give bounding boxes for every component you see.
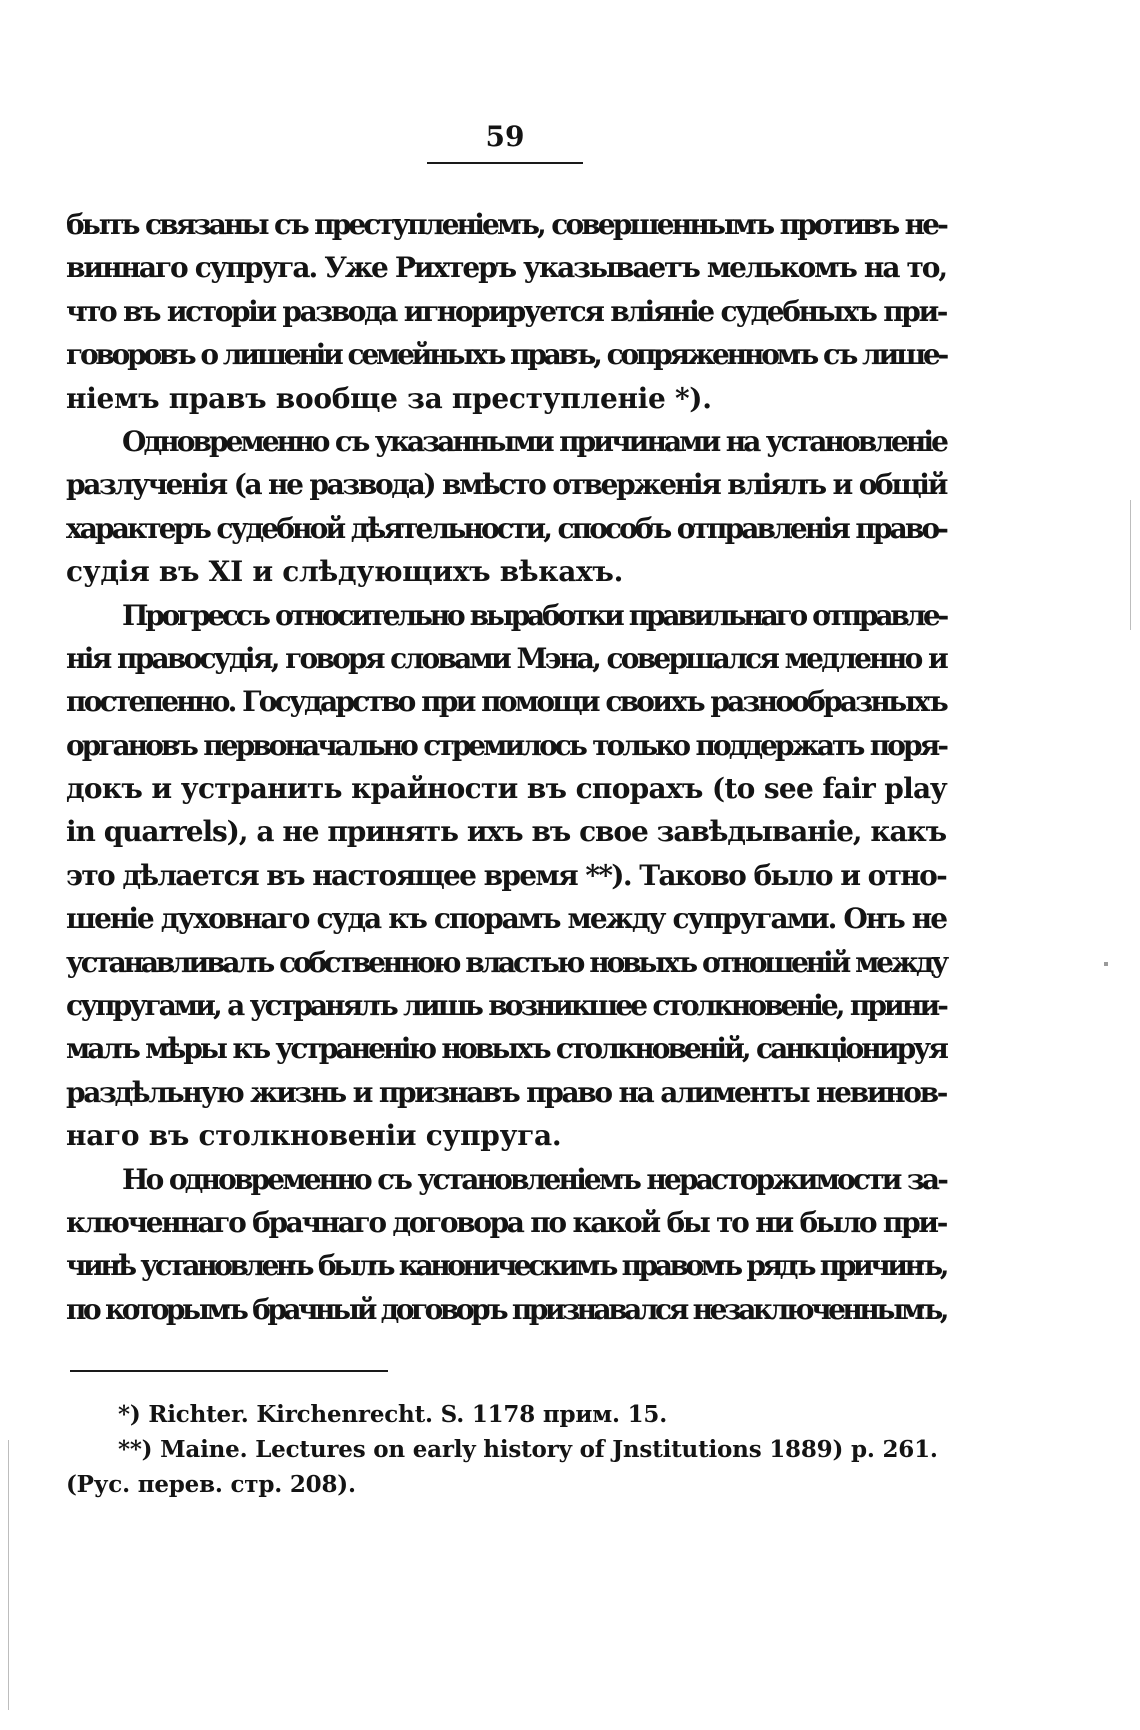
scan-margin-mark xyxy=(1130,500,1131,630)
paragraph-1 xyxy=(66,203,946,420)
scan-margin-mark xyxy=(1104,962,1108,966)
body-text xyxy=(66,203,946,1331)
footnote-2: **) Maine. Lectures on early history of Jnstitutions 1889) p. 261. xyxy=(118,1436,938,1463)
text-line: малъ мѣры къ устраненію новыхъ столкновеній, санкціонируя xyxy=(66,1032,946,1066)
text-line: Но одновременно съ установленіемъ нерасторжимости за- xyxy=(122,1162,946,1196)
text-line: супругами, а устранялъ лишь возникшее столкновеніе, прини- xyxy=(66,989,946,1023)
text-line: наго въ столкновеніи супруга. xyxy=(66,1119,562,1153)
text-line: Прогрессъ относительно выработки правильнаго отправле- xyxy=(122,598,946,632)
text-line: это дѣлается въ настоящее время **). Таково было и отно- xyxy=(66,858,946,892)
footnote-rule xyxy=(70,1370,388,1372)
text-line: in quarrels), а не принять ихъ въ свое завѣдываніе, какъ xyxy=(66,815,946,849)
text-line: по которымъ брачный договоръ признавался незаключеннымъ, xyxy=(66,1292,946,1326)
paragraph-3 xyxy=(66,594,946,1158)
footnote-2-continuation: (Рус. перев. стр. 208). xyxy=(66,1471,356,1498)
text-line: чинѣ установленъ былъ каноническимъ правомъ рядъ причинъ, xyxy=(66,1249,946,1283)
text-line: нія правосудія, говоря словами Мэна, совершался медленно и xyxy=(66,641,946,675)
scan-margin-mark xyxy=(8,1440,9,1710)
paragraph-4 xyxy=(66,1158,946,1332)
text-line: ніемъ правъ вообще за преступленіе *). xyxy=(66,381,712,415)
text-line: шеніе духовнаго суда къ спорамъ между супругами. Онъ не xyxy=(66,902,946,936)
text-line: быть связаны съ преступленіемъ, совершеннымъ противъ не- xyxy=(66,208,946,241)
footnote-1: *) Richter. Kirchenrecht. S. 1178 прим. 15. xyxy=(118,1401,668,1428)
text-line: раздѣльную жизнь и признавъ право на алименты невинов- xyxy=(66,1075,946,1109)
text-line: органовъ первоначально стремилось только поддержать поря- xyxy=(66,728,946,762)
text-line: устанавливалъ собственною властью новыхъ отношеній между xyxy=(66,945,946,979)
header-rule xyxy=(427,162,583,164)
page-number: 59 xyxy=(485,120,525,153)
text-line: судія въ XI и слѣдующихъ вѣкахъ. xyxy=(66,555,624,589)
text-line: что въ исторіи развода игнорируется вліяніе судебныхъ при- xyxy=(66,294,946,328)
footnotes xyxy=(66,1397,946,1502)
paragraph-2 xyxy=(66,420,946,594)
text-line: ключеннаго брачнаго договора по какой бы то ни было при- xyxy=(66,1205,946,1239)
text-line: разлученія (а не развода) вмѣсто отверженія вліялъ и общій xyxy=(66,468,946,502)
text-line: Одновременно съ указанными причинами на установленіе xyxy=(122,424,946,458)
text-line: говоровъ о лишеніи семейныхъ правъ, сопряженномъ съ лише- xyxy=(66,338,946,372)
text-line: характеръ судебной дѣятельности, способъ отправленія право- xyxy=(66,511,946,545)
text-line: докъ и устранить крайности въ спорахъ (to see fair play xyxy=(66,772,946,806)
text-line: виннаго супруга. Уже Рихтеръ указываетъ мелькомъ на то, xyxy=(66,251,946,285)
text-line: постепенно. Государство при помощи своихъ разнообразныхъ xyxy=(66,685,946,719)
